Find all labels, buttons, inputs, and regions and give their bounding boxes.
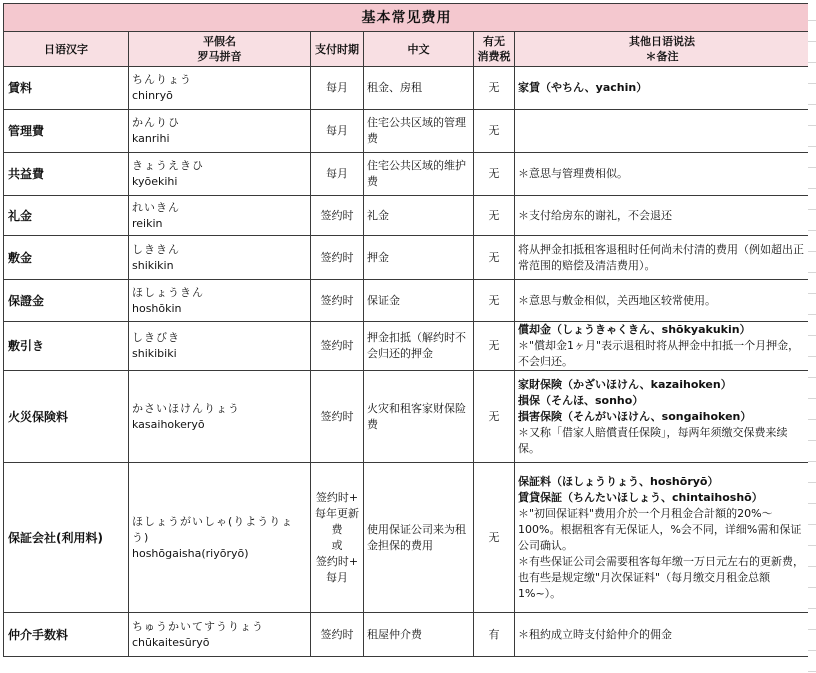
cell-chinese: 押金 bbox=[364, 236, 474, 280]
cell-romaji: kanrihi bbox=[132, 132, 170, 145]
header-tax: 有无 消费税 bbox=[474, 32, 515, 67]
period-line: 签约时 bbox=[320, 409, 354, 423]
cell-period bbox=[311, 371, 364, 463]
cell-notes bbox=[515, 613, 810, 657]
table-row bbox=[4, 280, 810, 322]
header-notes: 其他日语说法 ＊备注 bbox=[515, 32, 810, 67]
table-row bbox=[4, 236, 810, 280]
cell-tax: 无 bbox=[474, 110, 515, 153]
cell-romaji: shikibiki bbox=[132, 347, 177, 360]
cell-kanji: 敷引き bbox=[4, 322, 129, 371]
cell-notes bbox=[515, 322, 810, 371]
cell-tax: 无 bbox=[474, 236, 515, 280]
cell-chinese: 租金、房租 bbox=[364, 67, 474, 110]
cell-kana: ほしょうがいしゃ(りようりょう) bbox=[132, 514, 294, 544]
cell-kana: きょうえきひ bbox=[132, 159, 204, 172]
cell-kanji: 保証会社(利用料) bbox=[4, 463, 129, 613]
note-text: ＊意思与敷金相似，关西地区较常使用。 bbox=[518, 293, 716, 307]
cell-tax: 无 bbox=[474, 280, 515, 322]
period-line: 签约时 bbox=[320, 250, 354, 264]
cell-tax: 无 bbox=[474, 196, 515, 236]
cell-romaji: chinryō bbox=[132, 89, 173, 102]
cell-tax: 无 bbox=[474, 371, 515, 463]
cell-kana: れいきん bbox=[132, 200, 180, 214]
cell-chinese: 押金扣抵（解约时不会归还的押金 bbox=[364, 322, 474, 371]
cell-period bbox=[311, 236, 364, 280]
cell-period bbox=[311, 153, 364, 196]
note-text: ＊租約成立時支付給仲介的佣金 bbox=[518, 627, 672, 641]
cell-kana: かさいほけんりょう bbox=[132, 401, 240, 415]
period-line: 每月 bbox=[326, 124, 348, 137]
header-row bbox=[4, 32, 810, 67]
period-line: 签约时+ bbox=[315, 490, 359, 504]
cell-chinese: 住宅公共区域的维护费 bbox=[364, 153, 474, 196]
note-text: ＊"初回保证料"费用介於一个月租金合計額的20%～100%。根据租客有无保证人，%会不同，详细%需和保证公司确认。 bbox=[518, 506, 802, 552]
cell-kana: ちゅうかいてすうりょう bbox=[132, 619, 264, 633]
table-row bbox=[4, 322, 810, 371]
table-row bbox=[4, 110, 810, 153]
cell-reading bbox=[129, 613, 311, 657]
period-line: 费 bbox=[331, 522, 343, 536]
cell-romaji: shikikin bbox=[132, 258, 174, 272]
period-line: 每月 bbox=[326, 81, 348, 94]
cell-reading bbox=[129, 153, 311, 196]
cell-notes bbox=[515, 67, 810, 110]
note-text: ＊又称「借家人賠償責任保険」，每两年须缴交保费来续保。 bbox=[518, 425, 788, 455]
cell-kanji: 礼金 bbox=[4, 196, 129, 236]
cell-romaji: reikin bbox=[132, 216, 163, 230]
cell-period bbox=[311, 613, 364, 657]
table-row bbox=[4, 613, 810, 657]
cell-period bbox=[311, 67, 364, 110]
header-kanji: 日语汉字 bbox=[4, 32, 129, 67]
cell-notes bbox=[515, 236, 810, 280]
cell-kanji: 保證金 bbox=[4, 280, 129, 322]
cell-notes bbox=[515, 153, 810, 196]
cell-tax: 有 bbox=[474, 613, 515, 657]
period-line: 每月 bbox=[326, 570, 348, 584]
cell-notes bbox=[515, 196, 810, 236]
cell-reading bbox=[129, 371, 311, 463]
cell-romaji: kyōekihi bbox=[132, 175, 178, 188]
cell-notes bbox=[515, 110, 810, 153]
alt-term: 賃貸保証（ちんたいほしょう、chintaihoshō） bbox=[518, 490, 763, 504]
table-body bbox=[4, 67, 810, 657]
table-row bbox=[4, 463, 810, 613]
cell-period bbox=[311, 322, 364, 371]
cell-tax: 无 bbox=[474, 322, 515, 371]
cell-kana: しききん bbox=[132, 242, 180, 256]
period-line: 签约时+ bbox=[315, 554, 359, 568]
cell-notes bbox=[515, 463, 810, 613]
period-line: 或 bbox=[331, 538, 343, 552]
cell-tax: 无 bbox=[474, 153, 515, 196]
cell-chinese: 火灾和租客家财保险费 bbox=[364, 371, 474, 463]
cell-reading bbox=[129, 67, 311, 110]
cell-reading bbox=[129, 236, 311, 280]
period-line: 签约时 bbox=[320, 208, 354, 222]
table-row bbox=[4, 196, 810, 236]
cell-romaji: hoshōgaisha(riyōryō) bbox=[132, 546, 249, 560]
cell-kana: かんりひ bbox=[132, 116, 180, 129]
alt-term: 家財保険（かざいほけん、kazaihoken） bbox=[518, 377, 732, 391]
cell-romaji: chūkaitesūryō bbox=[132, 635, 210, 649]
note-text: 将从押金扣抵租客退租时任何尚未付清的费用（例如超出正常范围的赔偿及清洁费用）。 bbox=[518, 242, 804, 272]
note-text: ＊支付给房东的谢礼，不会退还 bbox=[518, 208, 672, 222]
cell-chinese: 使用保证公司来为租金担保的费用 bbox=[364, 463, 474, 613]
cell-reading bbox=[129, 322, 311, 371]
cell-period bbox=[311, 110, 364, 153]
period-line: 签约时 bbox=[320, 627, 354, 641]
fees-table bbox=[3, 3, 810, 657]
cell-kanji: 管理費 bbox=[4, 110, 129, 153]
alt-term: 損保（そんほ、sonho） bbox=[518, 393, 644, 407]
cell-tax: 无 bbox=[474, 67, 515, 110]
cell-kana: ちんりょう bbox=[132, 73, 192, 86]
alt-term: 損害保険（そんがいほけん、songaihoken） bbox=[518, 409, 752, 423]
cell-notes bbox=[515, 280, 810, 322]
cell-reading bbox=[129, 463, 311, 613]
cell-reading bbox=[129, 196, 311, 236]
cell-romaji: hoshōkin bbox=[132, 301, 182, 315]
cell-kanji: 敷金 bbox=[4, 236, 129, 280]
header-kana: 平假名 罗马拼音 bbox=[129, 32, 311, 67]
cell-reading bbox=[129, 280, 311, 322]
period-line: 每月 bbox=[326, 167, 348, 180]
alt-term: 家賃（やちん、yachin） bbox=[518, 81, 648, 94]
cell-period bbox=[311, 196, 364, 236]
cell-notes bbox=[515, 371, 810, 463]
period-line: 签约时 bbox=[320, 339, 354, 352]
cell-kanji: 賃料 bbox=[4, 67, 129, 110]
cell-kanji: 火災保険料 bbox=[4, 371, 129, 463]
alt-term: 保証料（ほしょうりょう、hoshōryō） bbox=[518, 474, 719, 488]
table-row bbox=[4, 153, 810, 196]
alt-term: 償却金（しょうきゃくきん、shōkyakukin） bbox=[518, 323, 751, 336]
cell-chinese: 住宅公共区域的管理费 bbox=[364, 110, 474, 153]
cell-chinese: 保证金 bbox=[364, 280, 474, 322]
header-period: 支付时期 bbox=[311, 32, 364, 67]
note-text: ＊有些保证公司会需要租客每年缴一万日元左右的更新费，也有些是规定缴"月次保证料"（每月缴交月租金总额1%~）。 bbox=[518, 554, 804, 600]
table-title: 基本常见费用 bbox=[4, 4, 810, 32]
cell-romaji: kasaihokeryō bbox=[132, 417, 205, 431]
note-text: ＊意思与管理费相似。 bbox=[518, 167, 628, 180]
cell-kanji: 共益費 bbox=[4, 153, 129, 196]
table-row bbox=[4, 67, 810, 110]
cell-chinese: 租屋仲介费 bbox=[364, 613, 474, 657]
header-chinese: 中文 bbox=[364, 32, 474, 67]
note-text: ＊"償却金1ヶ月"表示退租时将从押金中扣抵一个月押金，不会归还。 bbox=[518, 339, 800, 368]
period-line: 签约时 bbox=[320, 293, 354, 307]
cell-period bbox=[311, 280, 364, 322]
cell-kana: ほしょうきん bbox=[132, 285, 204, 299]
cell-reading bbox=[129, 110, 311, 153]
period-line: 每年更新 bbox=[315, 506, 359, 520]
cell-tax: 无 bbox=[474, 463, 515, 613]
cell-kana: しきびき bbox=[132, 331, 180, 344]
cell-period bbox=[311, 463, 364, 613]
table-row bbox=[4, 371, 810, 463]
cell-kanji: 仲介手数料 bbox=[4, 613, 129, 657]
cell-chinese: 礼金 bbox=[364, 196, 474, 236]
